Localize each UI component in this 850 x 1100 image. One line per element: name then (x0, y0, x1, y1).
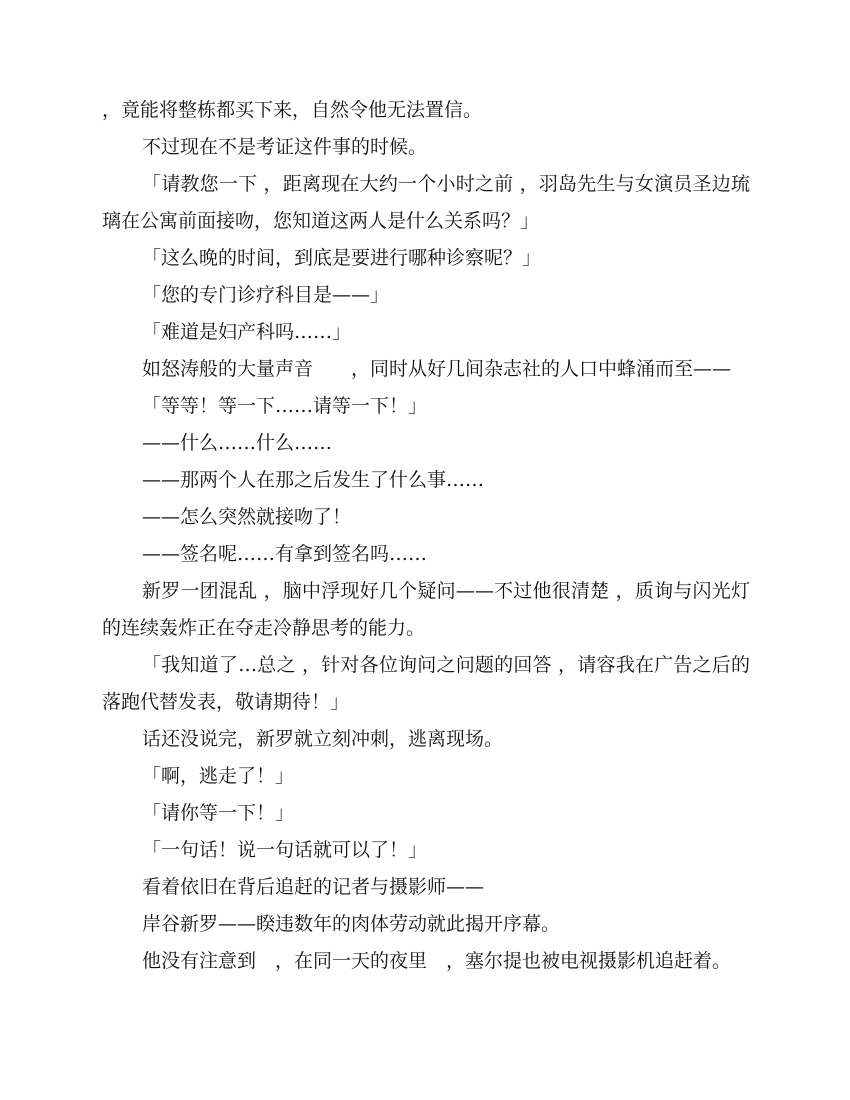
paragraph: 「等等！等一下……请等一下！」 (142, 395, 428, 417)
paragraph: 如怒涛般的大量声音 ，同时从好几间杂志社的人口中蜂涌而至—— (142, 358, 732, 380)
body-text (102, 92, 750, 980)
paragraph: 「难道是妇产科吗……」 (142, 321, 352, 343)
paragraph: 「这么晚的时间，到底是要进行哪种诊察呢？」 (142, 247, 542, 269)
paragraph: 看着依旧在背后追赶的记者与摄影师—— (142, 876, 485, 898)
paragraph: 「请你等一下！」 (142, 802, 295, 824)
paragraph: 「我知道了…总之 ，针对各位询问之问题的回答 ，请容我在广告之后的落跑代替发表，敬请期待！」 (102, 654, 750, 713)
paragraph: ，竟能将整栋都买下来，自然令他无法置信。 (102, 99, 483, 121)
paragraph: 不过现在不是考证这件事的时候。 (142, 136, 428, 158)
paragraph: ——那两个人在那之后发生了什么事…… (142, 469, 485, 491)
paragraph: 「一句话！说一句话就可以了！」 (142, 839, 428, 861)
paragraph: 岸谷新罗——睽违数年的肉体劳动就此揭开序幕。 (142, 913, 561, 935)
paragraph: 「啊，逃走了！」 (142, 765, 295, 787)
paragraph: 新罗一团混乱 ，脑中浮现好几个疑问——不过他很清楚 ，质询与闪光灯的连续轰炸正在夺走冷静思考的能力。 (102, 580, 750, 639)
paragraph: ——签名呢……有拿到签名吗…… (142, 543, 428, 565)
paragraph: ——怎么突然就接吻了！ (142, 506, 352, 528)
paragraph: 「请教您一下 ，距离现在大约一个小时之前 ，羽岛先生与女演员圣边琉璃在公寓前面接吻，您知道这两人是什么关系吗？」 (102, 173, 750, 232)
paragraph: 他没有注意到 ，在同一天的夜里 ，塞尔提也被电视摄影机追赶着。 (142, 950, 732, 972)
paragraph: ——什么……什么…… (142, 432, 333, 454)
paragraph: 「您的专门诊疗科目是——」 (142, 284, 390, 306)
paragraph: 话还没说完，新罗就立刻冲刺，逃离现场。 (142, 728, 504, 750)
